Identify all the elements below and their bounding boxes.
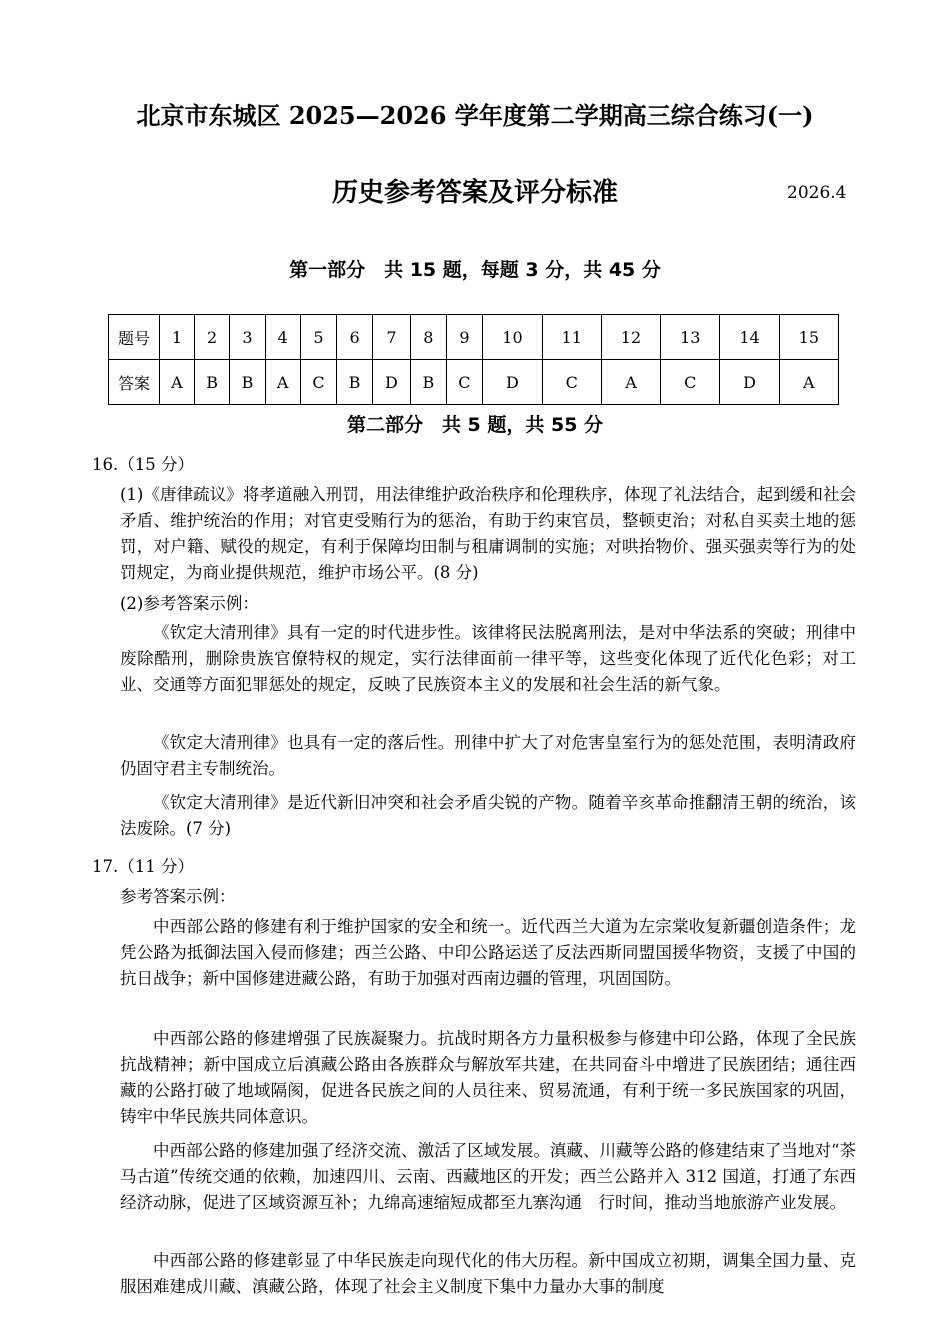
answer-cell: A [779,360,838,405]
answer-cell: D [483,360,542,405]
question-number-row [109,315,839,360]
answer-cell: C [300,360,337,405]
q17-intro: 参考答案示例： [120,887,236,906]
answer-cell: C [446,360,483,405]
answer-cell: A [601,360,660,405]
question-number-cell: 4 [265,315,300,360]
part1-heading: 第一部分 共 15 题，每题 3 分，共 45 分 [289,259,661,281]
document-subtitle: 历史参考答案及评分标准 [331,178,618,208]
row-label-number: 题号 [109,315,160,360]
q17-paragraph-security: 中西部公路的修建有利于维护国家的安全和统一。近代西兰大道为左宗棠收复新疆创造条件；龙凭公路为抵御法国入侵而修建；西兰公路、中印公路运送了反法西斯同盟国援华物资，支援了中国的抗日战争；新中国修建进藏公路，有助于加强对西南边疆的管理，巩固国防。 [120,917,856,988]
answer-cell: B [194,360,229,405]
question-number-cell: 8 [411,315,446,360]
answer-cell: B [411,360,446,405]
answer-table [108,314,839,405]
answer-cell: A [265,360,300,405]
q16-part2-label: (2)参考答案示例： [120,594,259,613]
document-title: 北京市东城区 2025—2026 学年度第二学期高三综合练习(一) [136,101,814,130]
question-number-cell: 7 [372,315,410,360]
q16-paragraph-backward: 《钦定大清刑律》也具有一定的落后性。刑律中扩大了对危害皇室行为的惩处范围，表明清政府仍固守君主专制统治。 [120,733,856,778]
question-number-cell: 13 [661,315,720,360]
answer-cell: C [661,360,720,405]
question-number-cell: 6 [337,315,372,360]
question-number-cell: 5 [300,315,337,360]
question-number-cell: 14 [720,315,779,360]
question-number-cell: 15 [779,315,838,360]
row-label-answer: 答案 [109,360,160,405]
q16-label: 16.（15 分） [92,455,194,474]
question-number-cell: 9 [446,315,483,360]
part2-heading: 第二部分 共 5 题，共 55 分 [346,414,604,436]
q16-part1-answer: (1)《唐律疏议》将孝道融入刑罚，用法律维护政治秩序和伦理秩序，体现了礼法结合，起到缓和社会矛盾、维护统治的作用；对官吏受贿行为的惩治，有助于约束官员，整顿吏治；对私自买卖土地的惩罚，对户籍、赋役的规定，有利于保障均田制与租庸调制的实施；对哄抬物价、强买强卖等行为的处罚规定，为商业提供规范，维护市场公平。(8 分) [120,485,856,582]
answer-cell: D [372,360,410,405]
document-date: 2026.4 [787,183,847,203]
question-number-cell: 3 [230,315,265,360]
q17-paragraph-economy: 中西部公路的修建加强了经济交流、激活了区域发展。滇藏、川藏等公路的修建结束了当地对“茶马古道”传统交通的依赖，加速四川、云南、西藏地区的开发；西兰公路并入 312 国道，打通了东西经济动脉，促进了区域资源互补；九绵高速缩短成都至九寨沟通 行时间，推动当地旅游产业发展。 [120,1141,856,1212]
question-number-cell: 11 [542,315,601,360]
q17-paragraph-modernization: 中西部公路的修建彰显了中华民族走向现代化的伟大历程。新中国成立初期，调集全国力量、克服困难建成川藏、滇藏公路，体现了社会主义制度下集中力量办大事的制度 [120,1251,856,1296]
answer-cell: B [230,360,265,405]
question-number-cell: 10 [483,315,542,360]
answer-cell: A [160,360,195,405]
q17-paragraph-cohesion: 中西部公路的修建增强了民族凝聚力。抗战时期各方力量积极参与修建中印公路，体现了全民族抗战精神；新中国成立后滇藏公路由各族群众与解放军共建，在共同奋斗中增进了民族团结；通往西藏的公路打破了地域隔阂，促进各民族之间的人员往来、贸易流通，有利于统一多民族国家的巩固，铸牢中华民族共同体意识。 [120,1029,856,1126]
q16-paragraph-conclusion: 《钦定大清刑律》是近代新旧冲突和社会矛盾尖锐的产物。随着辛亥革命推翻清王朝的统治，该法废除。(7 分) [120,793,856,838]
question-number-cell: 1 [160,315,195,360]
answer-cell: D [720,360,779,405]
q17-label: 17.（11 分） [92,857,194,876]
q16-paragraph-progressive: 《钦定大清刑律》具有一定的时代进步性。该律将民法脱离刑法，是对中华法系的突破；刑律中废除酷刑，删除贵族官僚特权的规定，实行法律面前一律平等，这些变化体现了近代化色彩；对工业、交通等方面犯罪惩处的规定，反映了民族资本主义的发展和社会生活的新气象。 [120,623,856,694]
question-number-cell: 12 [601,315,660,360]
answer-cell: C [542,360,601,405]
answer-cell: B [337,360,372,405]
question-number-cell: 2 [194,315,229,360]
answer-row [109,360,839,405]
